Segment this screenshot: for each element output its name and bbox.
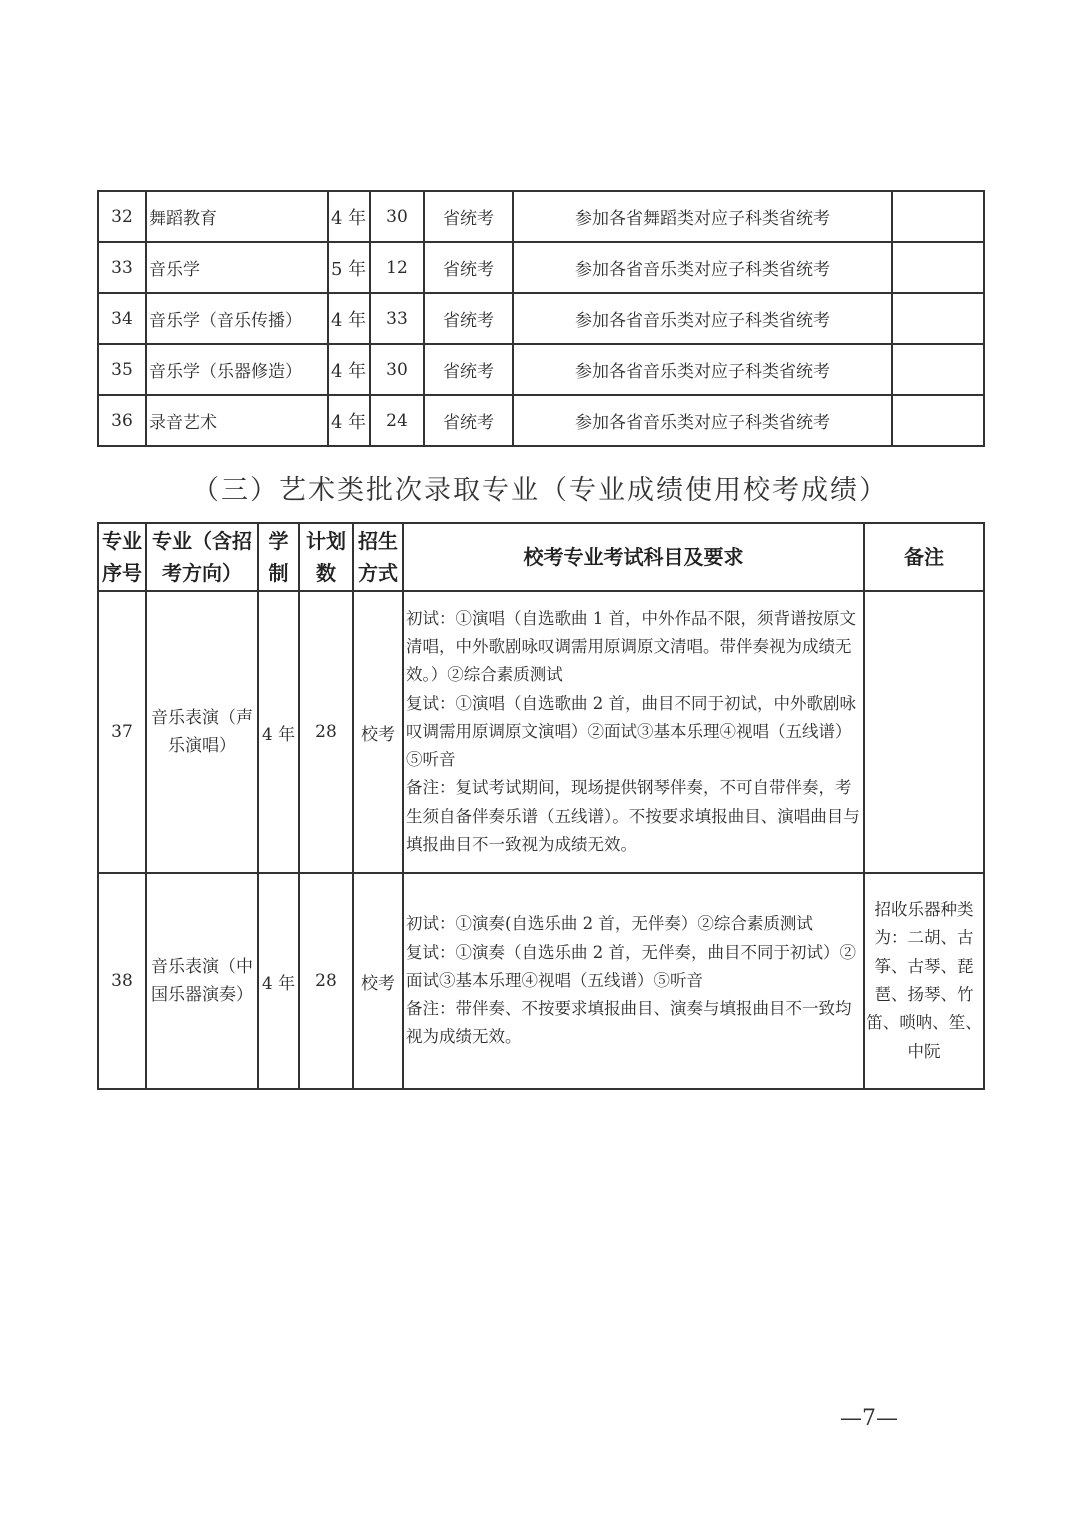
admission-method: 省统考 (424, 191, 513, 242)
major-number: 33 (98, 242, 146, 293)
duration: 4 年 (258, 873, 299, 1089)
major-number: 36 (98, 395, 146, 446)
header-remark: 备注 (864, 523, 984, 591)
exam-requirement: 参加各省音乐类对应子科类省统考 (513, 293, 892, 344)
header-major-number: 专业序号 (98, 523, 146, 591)
duration: 4 年 (328, 395, 370, 446)
exam-requirement: 参加各省音乐类对应子科类省统考 (513, 395, 892, 446)
exam-requirement: 参加各省音乐类对应子科类省统考 (513, 344, 892, 395)
exam-requirement (403, 873, 864, 1089)
enrollment-table-upper (97, 190, 985, 447)
table-row (98, 242, 984, 293)
remark (892, 191, 984, 242)
remark (864, 591, 984, 873)
remark (892, 242, 984, 293)
preliminary-exam-text: 初试：①演唱（自选歌曲 1 首，中外作品不限，须背谱按原文清唱，中外歌剧咏叹调需用原调原文清唱。带伴奏视为成绩无效。）②综合素质测试 (406, 608, 856, 685)
header-duration: 学制 (258, 523, 299, 591)
admission-method: 省统考 (424, 344, 513, 395)
exam-requirement (403, 591, 864, 873)
table-row (98, 191, 984, 242)
table-header-row (98, 523, 984, 591)
remark (892, 344, 984, 395)
major-name: 音乐表演（中国乐器演奏） (146, 873, 258, 1089)
plan-count: 24 (370, 395, 424, 446)
exam-note-text: 备注：带伴奏、不按要求填报曲目、演奏与填报曲目不一致均视为成绩无效。 (406, 999, 852, 1047)
plan-count: 33 (370, 293, 424, 344)
admission-method: 校考 (353, 873, 403, 1089)
major-name: 音乐学 (146, 242, 328, 293)
major-number: 34 (98, 293, 146, 344)
exam-requirement: 参加各省舞蹈类对应子科类省统考 (513, 191, 892, 242)
duration: 4 年 (328, 191, 370, 242)
table-row (98, 395, 984, 446)
plan-count: 12 (370, 242, 424, 293)
admission-method: 省统考 (424, 395, 513, 446)
major-name: 舞蹈教育 (146, 191, 328, 242)
major-number: 35 (98, 344, 146, 395)
remark (892, 293, 984, 344)
major-number: 37 (98, 591, 146, 873)
enrollment-table-lower (97, 522, 985, 1090)
duration: 4 年 (328, 344, 370, 395)
remark: 招收乐器种类为：二胡、古筝、古琴、琵琶、扬琴、竹笛、唢呐、笙、中阮 (864, 873, 984, 1089)
major-name: 音乐学（音乐传播） (146, 293, 328, 344)
section-title: （三）艺术类批次录取专业（专业成绩使用校考成绩） (192, 475, 888, 506)
header-admission-method: 招生方式 (353, 523, 403, 591)
header-exam-requirement: 校考专业考试科目及要求 (403, 523, 864, 591)
table-row (98, 293, 984, 344)
duration: 4 年 (258, 591, 299, 873)
duration: 4 年 (328, 293, 370, 344)
table-row (98, 873, 984, 1089)
preliminary-exam-text: 初试：①演奏(自选乐曲 2 首，无伴奏）②综合素质测试 (406, 914, 813, 934)
table-row (98, 344, 984, 395)
plan-count: 28 (299, 873, 353, 1089)
admission-method: 校考 (353, 591, 403, 873)
retest-exam-text: 复试：①演奏（自选乐曲 2 首，无伴奏，曲目不同于初试）②面试③基本乐理④视唱（五线谱）⑤听音 (406, 942, 856, 990)
header-major: 专业（含招考方向） (146, 523, 258, 591)
header-plan-count: 计划数 (299, 523, 353, 591)
plan-count: 30 (370, 344, 424, 395)
major-name: 录音艺术 (146, 395, 328, 446)
remark (892, 395, 984, 446)
plan-count: 28 (299, 591, 353, 873)
table-row (98, 591, 984, 873)
exam-note-text: 备注：复试考试期间，现场提供钢琴伴奏，不可自带伴奏，考生须自备伴奏乐谱（五线谱）。不按要求填报曲目、演唱曲目与填报曲目不一致视为成绩无效。 (406, 778, 860, 855)
major-name: 音乐学（乐器修造） (146, 344, 328, 395)
exam-requirement: 参加各省音乐类对应子科类省统考 (513, 242, 892, 293)
retest-exam-text: 复试：①演唱（自选歌曲 2 首，曲目不同于初试，中外歌剧咏叹调需用原调原文演唱）②面试③基本乐理④视唱（五线谱）⑤听音 (406, 693, 856, 770)
duration: 5 年 (328, 242, 370, 293)
major-number: 38 (98, 873, 146, 1089)
plan-count: 30 (370, 191, 424, 242)
admission-method: 省统考 (424, 293, 513, 344)
major-name: 音乐表演（声乐演唱） (146, 591, 258, 873)
admission-method: 省统考 (424, 242, 513, 293)
page-number: —7— (840, 1406, 898, 1431)
major-number: 32 (98, 191, 146, 242)
